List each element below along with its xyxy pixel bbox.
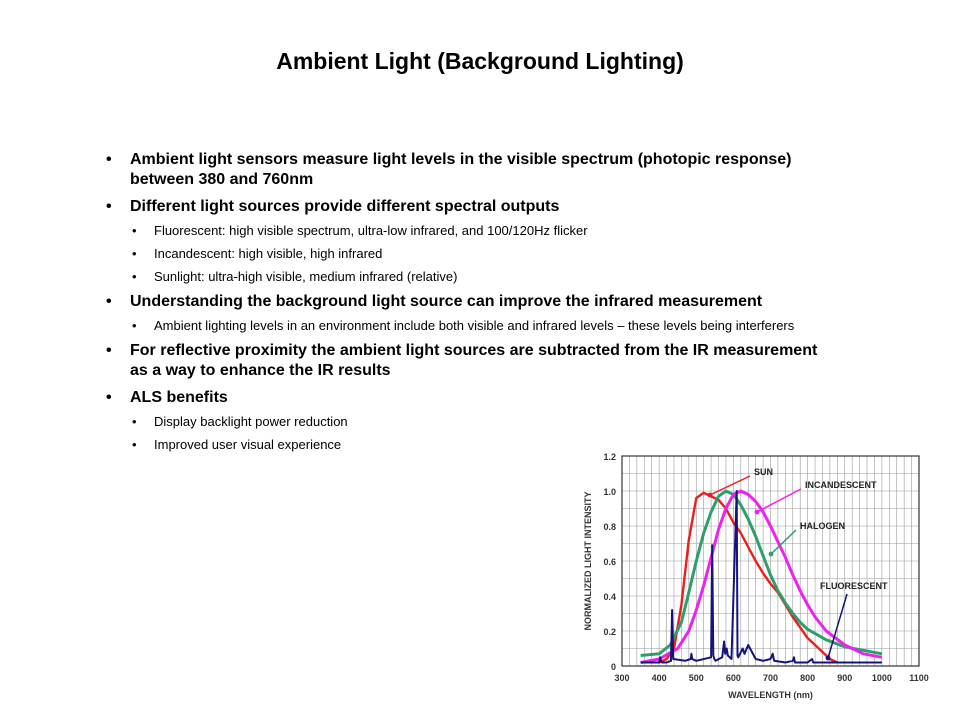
sub-bullet-item: • Display backlight power reduction <box>130 413 650 430</box>
bullet-item <box>104 197 824 285</box>
x-tick-label: 900 <box>837 673 853 683</box>
bullet-text: ALS benefits <box>130 389 228 406</box>
callout-label: INCANDESCENT <box>805 480 877 490</box>
callout-label: SUN <box>754 467 774 477</box>
callout-arrowhead <box>755 510 760 515</box>
callout-arrowhead <box>769 552 774 557</box>
callout-label: FLUORESCENT <box>820 581 888 591</box>
y-tick-label: 0.6 <box>603 557 616 567</box>
y-tick-label: 1.0 <box>603 487 616 497</box>
x-tick-label: 300 <box>614 673 630 683</box>
sub-bullet-list <box>130 222 824 285</box>
bullet-text: Ambient light sensors measure light levels in the visible spectrum (photopic response) between 380 and 760nm <box>130 151 792 188</box>
bullet-text: Understanding the background light source can improve the infrared measurement <box>130 293 763 310</box>
sub-bullet-item: • Incandescent: high visible, high infrared <box>130 245 824 262</box>
x-tick-label: 600 <box>725 673 741 683</box>
bullet-text: Different light sources provide different spectral outputs <box>130 198 560 215</box>
x-tick-label: 1100 <box>909 673 929 683</box>
callout-arrowhead <box>708 493 713 498</box>
sub-bullet-item: • Fluorescent: high visible spectrum, ultra-low infrared, and 100/120Hz flicker <box>130 222 824 239</box>
bullet-item <box>104 388 824 453</box>
bullet-item <box>104 150 824 190</box>
x-axis-label: WAVELENGTH (nm) <box>728 690 813 700</box>
x-tick-label: 700 <box>762 673 779 683</box>
y-tick-label: 0 <box>610 662 616 672</box>
sub-bullet-item: • Ambient lighting levels in an environment include both visible and infrared levels – these levels being interferers <box>130 317 824 334</box>
y-tick-label: 0.8 <box>603 522 616 532</box>
sub-bullet-item: • Sunlight: ultra-high visible, medium infrared (relative) <box>130 268 824 285</box>
bullet-item <box>104 341 824 381</box>
x-tick-label: 400 <box>651 673 667 683</box>
callout-label: HALOGEN <box>800 521 845 531</box>
spectrum-chart <box>575 448 945 708</box>
sub-bullet-item: • Improved user visual experience <box>130 436 650 453</box>
callout-arrowhead <box>826 656 831 661</box>
y-tick-label: 0.2 <box>603 627 616 637</box>
bullet-text: For reflective proximity the ambient light sources are subtracted from the IR measurement as a way to enhance the IR results <box>130 342 818 379</box>
x-tick-label: 800 <box>800 673 816 683</box>
y-tick-label: 0.4 <box>603 592 616 602</box>
sub-bullet-list <box>130 413 650 453</box>
bullet-item <box>104 292 824 334</box>
y-axis-label: NORMALIZED LIGHT INTENSITY <box>583 491 593 631</box>
x-tick-label: 500 <box>688 673 704 683</box>
x-tick-label: 1000 <box>871 673 892 683</box>
page-title: Ambient Light (Background Lighting) <box>276 48 684 74</box>
sub-bullet-list <box>130 317 824 334</box>
y-tick-label: 1.2 <box>603 452 616 462</box>
bullet-list <box>104 150 824 460</box>
